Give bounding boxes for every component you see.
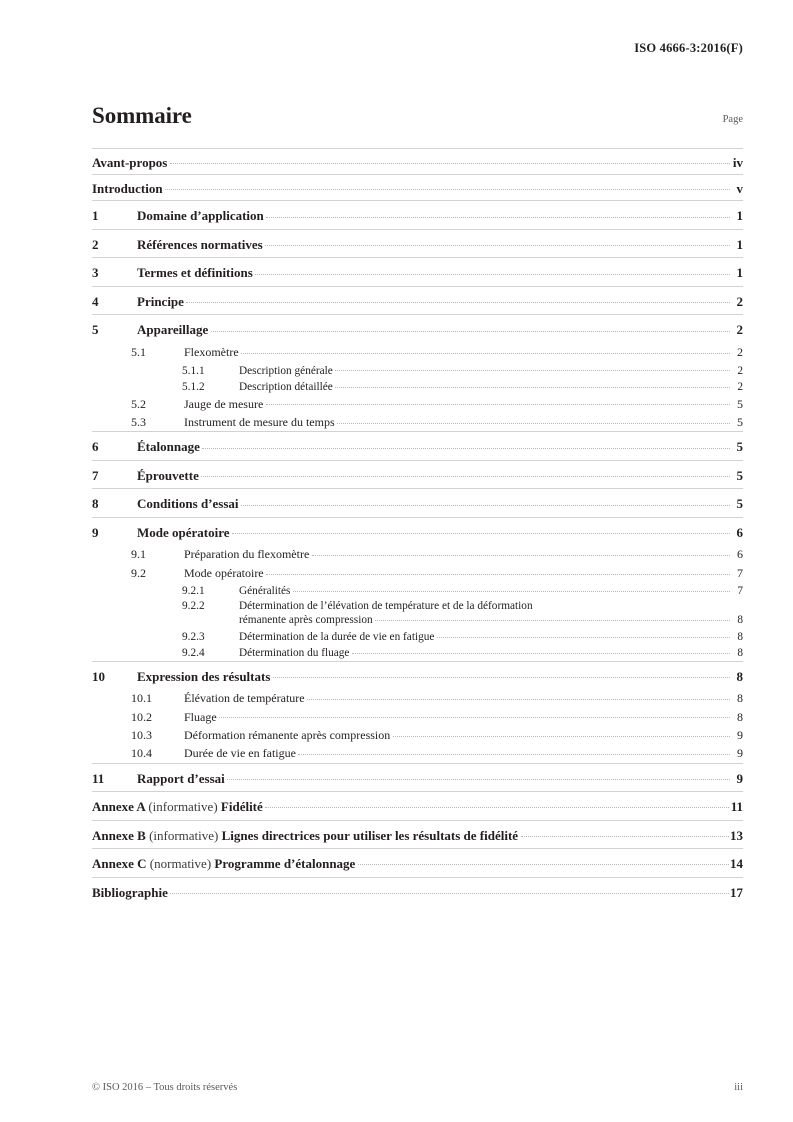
toc-dot-leader (165, 180, 729, 193)
toc-dot-leader (266, 207, 729, 220)
toc-dot-leader (266, 396, 730, 408)
toc-entry-label: Fluage (184, 709, 217, 724)
toc-entry-number: 9.2.2 (182, 599, 205, 612)
toc-entry[interactable] (92, 460, 743, 489)
toc-entry[interactable] (92, 726, 743, 744)
toc-entry-page: 9 (737, 727, 743, 742)
toc-entry-page: 7 (737, 565, 743, 580)
toc-entry-label: Durée de vie en fatigue (184, 746, 296, 761)
toc-entry-label: Jauge de mesure (184, 396, 264, 411)
toc-entry-label: Principe (137, 293, 184, 309)
toc-entry-number: 5.3 (131, 414, 146, 429)
annex-designation: Annexe C (92, 856, 150, 872)
toc-entry-page: 1 (736, 208, 743, 224)
toc-entry-line (92, 612, 743, 626)
toc-entry[interactable] (92, 257, 743, 286)
toc-entry[interactable] (92, 343, 743, 361)
annex-title: Fidélité (217, 799, 263, 815)
copyright-notice: © ISO 2016 – Tous droits réservés (92, 1082, 238, 1093)
toc-entry-number: 9.2 (131, 565, 146, 580)
toc-dot-leader (211, 321, 730, 334)
toc-entry[interactable] (92, 545, 743, 563)
toc-dot-leader (201, 467, 729, 480)
toc-entry[interactable] (92, 763, 743, 792)
toc-dot-leader (170, 884, 728, 897)
toc-entry-number: 6 (92, 439, 99, 455)
toc-entry[interactable] (92, 431, 743, 460)
toc-dot-leader (170, 154, 730, 167)
page-folio: iii (734, 1082, 743, 1093)
toc-entry-page: iv (732, 154, 743, 170)
toc-header-row (92, 104, 743, 128)
toc-entry[interactable] (92, 314, 743, 343)
annex-status: (informative) (148, 799, 218, 815)
toc-entry-page: 5 (737, 414, 743, 429)
toc-dot-leader (227, 770, 729, 783)
toc-dot-leader (186, 293, 729, 306)
page-column-header: Page (722, 114, 743, 126)
toc-entry-label: Mode opératoire (184, 565, 264, 580)
toc-dot-leader (202, 438, 729, 451)
toc-entry-number: 10 (92, 668, 105, 684)
toc-entry[interactable] (92, 394, 743, 412)
toc-entry-page: 8 (737, 691, 743, 706)
toc-entry-number: 7 (92, 467, 99, 483)
toc-entry[interactable] (92, 744, 743, 762)
toc-entry-number: 8 (92, 496, 99, 512)
annex-title: Lignes directrices pour utiliser les résultats de fidélité (218, 827, 519, 843)
toc-entry-number: 5 (92, 322, 99, 338)
toc-dot-leader (266, 565, 729, 577)
toc-dot-leader (437, 628, 730, 639)
toc-entry-number: 4 (92, 293, 99, 309)
toc-entry-page: 2 (737, 344, 743, 359)
toc-entry-label: Détermination de l’élévation de température et de la déformation (239, 599, 533, 612)
toc-entry-label: Domaine d’application (137, 208, 264, 224)
toc-entry-page: 5 (736, 496, 743, 512)
toc-dot-leader (307, 690, 729, 702)
toc-dot-leader (232, 524, 729, 537)
toc-entry-page: 2 (736, 322, 743, 338)
toc-dot-leader (358, 855, 729, 868)
toc-entry[interactable] (92, 644, 743, 661)
toc-entry-label-continued: rémanente après compression (239, 614, 373, 627)
toc-entry-label: Introduction (92, 180, 163, 196)
page-title: Sommaire (92, 103, 192, 128)
toc-entry-line (92, 600, 743, 612)
toc-entry[interactable] (92, 791, 743, 820)
toc-entry-page: 1 (736, 236, 743, 252)
toc-entry-label: Étalonnage (137, 439, 200, 455)
toc-entry-page: 5 (736, 467, 743, 483)
toc-entry-page: 8 (737, 630, 743, 643)
toc-entry-label: Conditions d’essai (137, 496, 239, 512)
toc-entry-page: 11 (730, 799, 743, 815)
toc-entry-label: Préparation du flexomètre (184, 547, 310, 562)
toc-entry[interactable] (92, 413, 743, 431)
toc-entry-label: Avant-propos (92, 154, 168, 170)
toc-dot-leader (393, 727, 730, 739)
toc-entry[interactable] (92, 707, 743, 725)
toc-entry-number: 9.1 (131, 547, 146, 562)
toc-entry[interactable] (92, 286, 743, 315)
toc-entry-label: Expression des résultats (137, 668, 271, 684)
toc-entry-label: Généralités (239, 585, 291, 598)
toc-entry-number: 5.2 (131, 396, 146, 411)
toc-entry-number: 9.2.3 (182, 630, 205, 643)
toc-entry-page: 8 (737, 709, 743, 724)
toc-entry[interactable] (92, 488, 743, 517)
annex-designation: Annexe A (92, 799, 149, 815)
toc-entry-list (92, 148, 743, 905)
toc-entry[interactable] (92, 599, 743, 628)
toc-dot-leader (241, 344, 729, 356)
toc-entry-label: Termes et définitions (137, 265, 253, 281)
table-of-contents (92, 104, 743, 905)
toc-entry-page: 2 (737, 381, 743, 394)
annex-title: Programme d’étalonnage (211, 856, 356, 872)
toc-entry-page: 14 (730, 856, 743, 872)
toc-entry[interactable] (92, 174, 743, 200)
toc-entry-number: 9.2.4 (182, 647, 205, 660)
toc-entry-page: 9 (736, 770, 743, 786)
toc-entry[interactable] (92, 517, 743, 546)
toc-entry-label (92, 799, 263, 815)
toc-entry[interactable] (92, 689, 743, 707)
toc-entry-page: 1 (736, 265, 743, 281)
toc-entry[interactable] (92, 229, 743, 258)
toc-entry-page: 8 (737, 647, 743, 660)
toc-entry-page: v (736, 180, 743, 196)
toc-entry-page: 9 (737, 746, 743, 761)
toc-dot-leader (352, 645, 730, 656)
toc-entry[interactable] (92, 563, 743, 581)
toc-dot-leader (335, 379, 729, 390)
toc-entry-page: 17 (730, 884, 743, 900)
toc-entry-number: 11 (92, 770, 105, 786)
toc-entry-label: Élévation de température (184, 691, 305, 706)
toc-entry-page: 6 (736, 524, 743, 540)
toc-entry[interactable] (92, 378, 743, 395)
toc-entry[interactable] (92, 200, 743, 229)
toc-dot-leader (312, 546, 730, 558)
toc-entry-label: Appareillage (137, 322, 209, 338)
toc-dot-leader (375, 612, 729, 623)
annex-status: (informative) (149, 827, 219, 843)
toc-entry-page: 8 (737, 614, 743, 627)
toc-entry-label (92, 856, 355, 872)
toc-entry-number: 10.1 (131, 691, 152, 706)
toc-entry[interactable] (92, 877, 743, 906)
toc-entry-page: 13 (730, 827, 743, 843)
toc-entry-label: Description générale (239, 364, 333, 377)
toc-entry-number: 2 (92, 236, 99, 252)
toc-entry[interactable] (92, 148, 743, 174)
toc-entry-page: 8 (736, 668, 743, 684)
toc-entry-page: 5 (736, 439, 743, 455)
toc-entry-label (92, 828, 518, 844)
toc-entry-number: 10.2 (131, 709, 152, 724)
toc-dot-leader (273, 668, 730, 681)
toc-entry-number: 3 (92, 265, 99, 281)
toc-entry-label: Déformation rémanente après compression (184, 727, 391, 742)
toc-entry-label: Instrument de mesure du temps (184, 414, 335, 429)
toc-entry-label: Description détaillée (239, 381, 333, 394)
toc-dot-leader (521, 827, 729, 840)
toc-entry-number: 5.1.1 (182, 364, 205, 377)
toc-entry-number: 9.2.1 (182, 585, 205, 598)
toc-entry-number: 1 (92, 208, 99, 224)
toc-entry[interactable] (92, 361, 743, 378)
toc-entry-number: 10.3 (131, 727, 152, 742)
toc-entry-page: 2 (737, 364, 743, 377)
toc-dot-leader (335, 362, 729, 373)
toc-entry-label (92, 885, 168, 901)
toc-entry[interactable] (92, 848, 743, 877)
toc-entry-number: 5.1.2 (182, 381, 205, 394)
toc-entry-page: 2 (736, 293, 743, 309)
document-header-reference: ISO 4666-3:2016(F) (634, 41, 743, 55)
toc-entry-label: Détermination de la durée de vie en fatigue (239, 630, 435, 643)
toc-dot-leader (241, 495, 730, 508)
toc-entry[interactable] (92, 820, 743, 849)
annex-status: (normative) (149, 856, 212, 872)
annex-designation: Annexe B (92, 827, 150, 843)
toc-entry-label: Rapport d’essai (137, 770, 225, 786)
toc-entry-label: Mode opératoire (137, 524, 230, 540)
toc-entry[interactable] (92, 627, 743, 644)
toc-dot-leader (265, 236, 729, 249)
toc-dot-leader (293, 583, 730, 594)
toc-entry[interactable] (92, 582, 743, 599)
page-footer (92, 1082, 743, 1093)
toc-entry-number: 9 (92, 524, 99, 540)
annex-designation: Bibliographie (92, 884, 168, 900)
toc-dot-leader (265, 798, 729, 811)
toc-dot-leader (298, 745, 729, 757)
toc-entry-label: Éprouvette (137, 467, 199, 483)
toc-dot-leader (255, 264, 729, 277)
toc-entry-page: 6 (737, 547, 743, 562)
toc-entry-label: Références normatives (137, 236, 263, 252)
toc-entry-page: 7 (737, 585, 743, 598)
toc-entry-page: 5 (737, 396, 743, 411)
toc-entry[interactable] (92, 661, 743, 690)
toc-dot-leader (219, 709, 729, 721)
toc-entry-label: Flexomètre (184, 344, 239, 359)
toc-entry-label: Détermination du fluage (239, 647, 350, 660)
toc-entry-number: 5.1 (131, 344, 146, 359)
toc-entry-number: 10.4 (131, 746, 152, 761)
toc-dot-leader (337, 414, 729, 426)
